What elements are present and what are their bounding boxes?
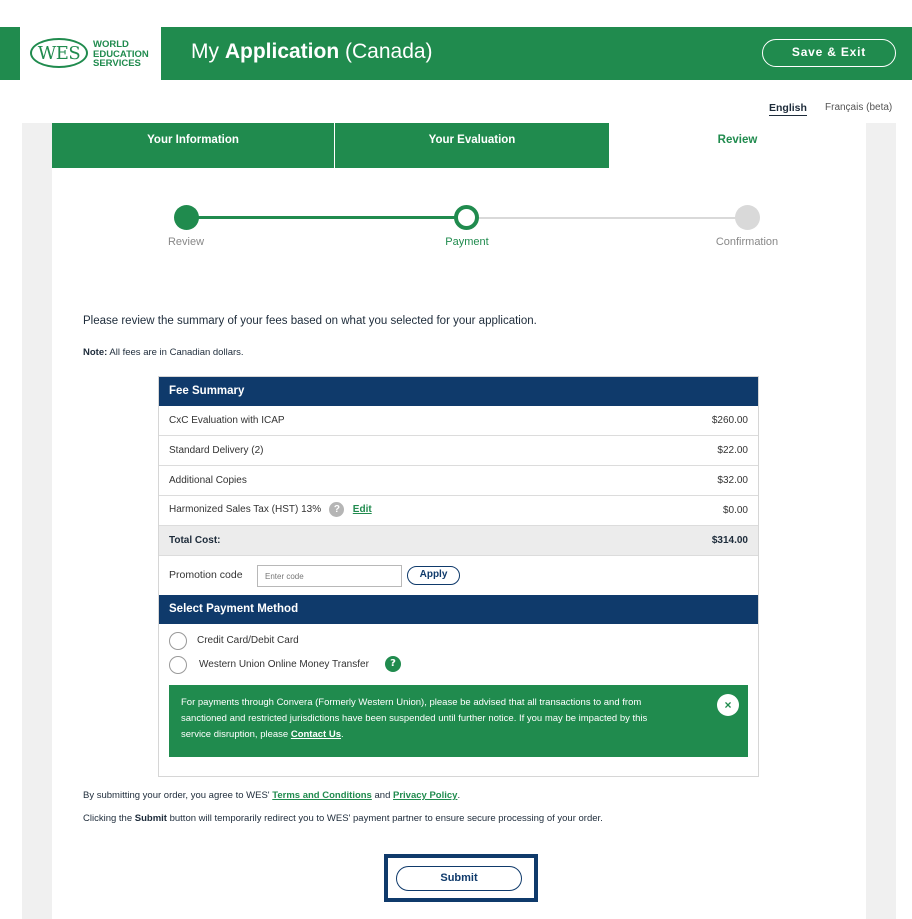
privacy-link[interactable]: Privacy Policy [393, 790, 458, 801]
app-header [0, 27, 912, 80]
stepper-progress-line [186, 216, 466, 219]
western-union-help-icon[interactable]: ? [385, 656, 401, 672]
language-english-link[interactable]: English [769, 102, 807, 114]
hst-edit-link[interactable]: Edit [352, 504, 372, 516]
hst-help-icon[interactable]: ? [329, 502, 344, 517]
save-exit-button[interactable]: Save & Exit [762, 39, 896, 67]
logo-text: WORLD EDUCATION SERVICES [93, 39, 149, 69]
close-icon[interactable]: × [717, 694, 739, 716]
fee-summary-header: Fee Summary [159, 377, 758, 406]
step-payment-label: Payment [445, 236, 489, 248]
step-confirmation-label: Confirmation [715, 236, 779, 248]
submit-button[interactable]: Submit [396, 866, 522, 891]
step-review-label: Review [167, 236, 205, 248]
payment-method-header: Select Payment Method [159, 595, 758, 624]
logo-mark: WES [37, 43, 81, 64]
credit-card-radio[interactable] [169, 632, 187, 650]
language-french-link[interactable]: Français (beta) [825, 102, 893, 113]
fee-row-hst: Harmonized Sales Tax (HST) 13% ? Edit $0.00 [159, 496, 758, 526]
fee-intro-text: Please review the summary of your fees based on what you selected for your application. [83, 315, 537, 327]
currency-note: Note: All fees are in Canadian dollars. [83, 347, 244, 358]
western-union-label[interactable]: Western Union Online Money Transfer [199, 659, 369, 670]
side-margin-left [22, 123, 52, 919]
step-payment-dot [454, 205, 479, 230]
step-review-dot [174, 205, 199, 230]
apply-promo-button[interactable]: Apply [407, 566, 460, 585]
redirect-notice: Clicking the Submit button will temporarily redirect you to WES' payment partner to ensure secure processing of your order. [83, 813, 603, 824]
step-confirmation-dot [735, 205, 760, 230]
convera-notice-alert: For payments through Convera (Formerly Western Union), please be advised that all transactions to and from sanctioned and restricted jurisdictions have been suspended until further notice. If you may be impacted by this service disruption, please Contact Us. × [169, 685, 748, 757]
side-margin-right [866, 123, 896, 919]
fee-row: Standard Delivery (2) $22.00 [159, 436, 758, 466]
promo-code-label: Promotion code [169, 569, 243, 581]
tab-your-information[interactable]: Your Information [52, 123, 334, 168]
terms-link[interactable]: Terms and Conditions [272, 790, 372, 801]
agreement-text: By submitting your order, you agree to WES' Terms and Conditions and Privacy Policy. [83, 790, 461, 801]
page-title: My Application (Canada) [191, 40, 433, 63]
tab-review[interactable]: Review [609, 123, 866, 168]
wes-logo[interactable] [20, 27, 161, 80]
total-cost-row: Total Cost: $314.00 [159, 526, 758, 556]
fee-row: Additional Copies $32.00 [159, 466, 758, 496]
stepper-remaining-line [466, 217, 748, 219]
western-union-radio[interactable] [169, 656, 187, 674]
promo-code-input[interactable] [257, 565, 402, 587]
contact-us-link[interactable]: Contact Us [290, 729, 341, 740]
fee-row: CxC Evaluation with ICAP $260.00 [159, 406, 758, 436]
tab-your-evaluation[interactable]: Your Evaluation [335, 123, 609, 168]
submit-focus-frame [384, 854, 538, 902]
credit-card-label[interactable]: Credit Card/Debit Card [197, 635, 299, 646]
fee-summary-panel [158, 376, 759, 777]
